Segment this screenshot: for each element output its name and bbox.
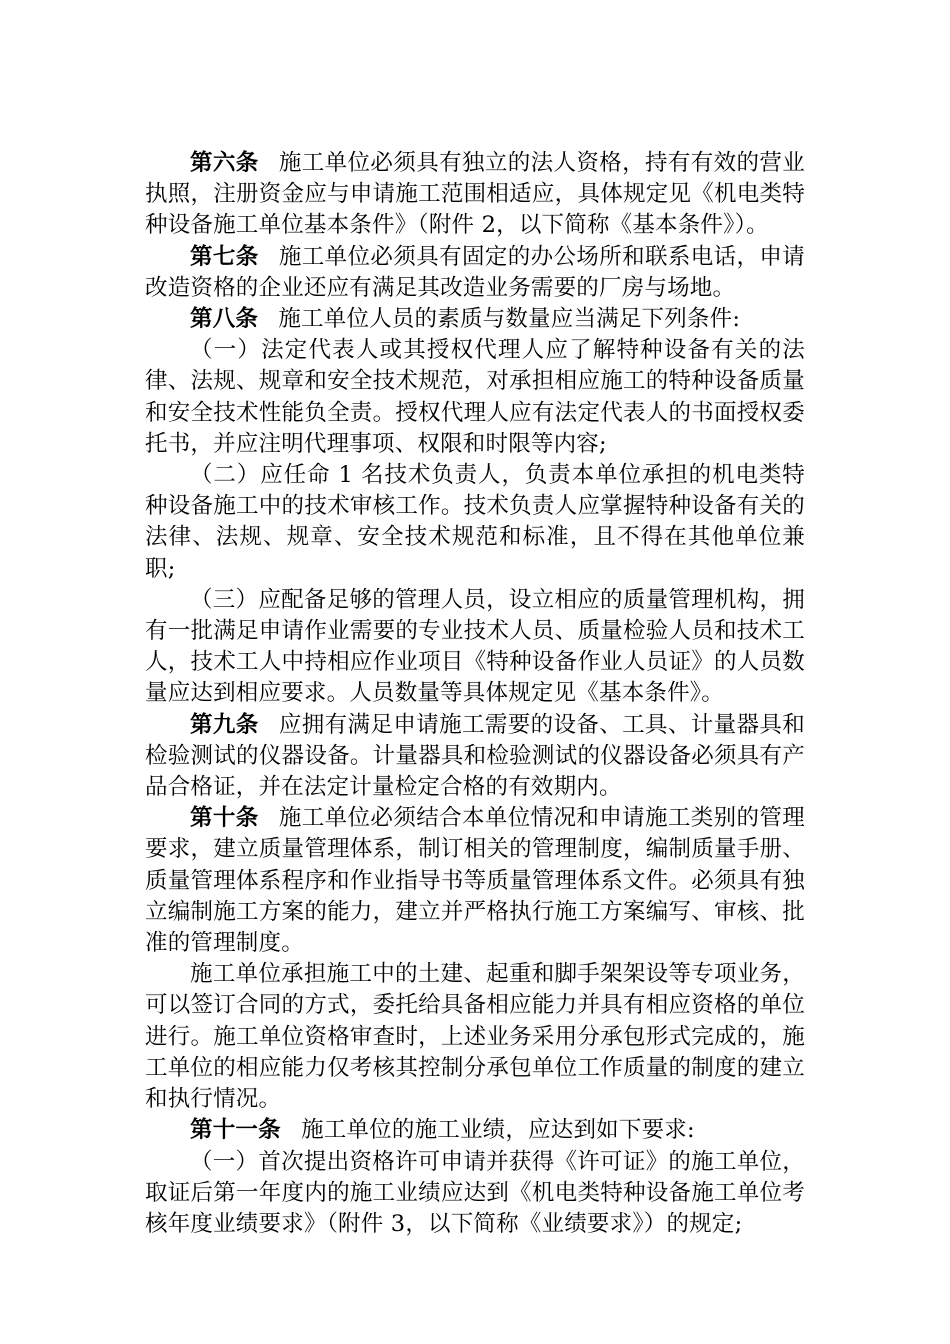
article-8-item-3 [145, 585, 805, 710]
article-10 [145, 803, 805, 959]
article-text: 施工单位必须结合本单位情况和申请施工类别的管理要求，建立质量管理体系，制订相关的管理制度，编制质量手册、质量管理体系程序和作业指导书等质量管理体系文件。必须具有独立编制施工方案的能力，建立并严格执行施工方案编写、审核、批准的管理制度。 [145, 805, 805, 957]
article-text: 施工单位人员的素质与数量应当满足下列条件: [278, 306, 741, 333]
article-8-item-2 [145, 460, 805, 585]
article-7 [145, 242, 805, 304]
article-heading: 第六条 [190, 150, 259, 176]
article-text: 施工单位必须具有独立的法人资格，持有有效的营业执照，注册资金应与申请施工范围相适应，具体规定见《机电类特种设备施工单位基本条件》（附件 2，以下简称《基本条件》）。 [145, 150, 805, 239]
item-text: （三）应配备足够的管理人员，设立相应的质量管理机构，拥有一批满足申请作业需要的专业技术人员、质量检验人员和技术工人，技术工人中持相应作业项目《特种设备作业人员证》的人员数量应达到相应要求。人员数量等具体规定见《基本条件》。 [145, 586, 805, 707]
article-heading: 第八条 [190, 306, 259, 333]
article-heading: 第十条 [190, 805, 259, 832]
article-9 [145, 710, 805, 804]
article-6 [145, 148, 805, 242]
item-text: （一）法定代表人或其授权代理人应了解特种设备有关的法律、法规、规章和安全技术规范，对承担相应施工的特种设备质量和安全技术性能负全责。授权代理人应有法定代表人的书面授权委托书，并应注明代理事项、权限和时限等内容; [145, 337, 805, 457]
article-11 [145, 1115, 805, 1146]
paragraph-text: 施工单位承担施工中的土建、起重和脚手架架设等专项业务，可以签订合同的方式，委托给具备相应能力并具有相应资格的单位进行。施工单位资格审查时，上述业务采用分承包形式完成的，施工单位的相应能力仅考核其控制分承包单位工作质量的制度的建立和执行情况。 [145, 961, 805, 1113]
item-text: （一）首次提出资格许可申请并获得《许可证》的施工单位，取证后第一年度内的施工业绩应达到《机电类特种设备施工单位考核年度业绩要求》（附件 3，以下简称《业绩要求》）的规定; [145, 1148, 805, 1237]
article-text: 应拥有满足申请施工需要的设备、工具、计量器具和检验测试的仪器设备。计量器具和检验测试的仪器设备必须具有产品合格证，并在法定计量检定合格的有效期内。 [145, 711, 805, 801]
article-text: 施工单位必须具有固定的办公场所和联系电话，申请改造资格的企业还应有满足其改造业务需要的厂房与场地。 [145, 243, 805, 301]
article-heading: 第七条 [190, 243, 259, 270]
article-10-paragraph-2 [145, 959, 805, 1115]
article-8 [145, 304, 805, 335]
document-body [145, 148, 805, 1240]
article-8-item-1 [145, 335, 805, 460]
article-text: 施工单位的施工业绩，应达到如下要求: [301, 1117, 695, 1144]
article-11-item-1 [145, 1147, 805, 1241]
article-heading: 第九条 [190, 711, 259, 738]
article-heading: 第十一条 [190, 1117, 281, 1144]
item-text: （二）应任命 1 名技术负责人，负责本单位承担的机电类特种设备施工中的技术审核工作。技术负责人应掌握特种设备有关的法律、法规、规章、安全技术规范和标准，且不得在其他单位兼职; [145, 462, 805, 582]
